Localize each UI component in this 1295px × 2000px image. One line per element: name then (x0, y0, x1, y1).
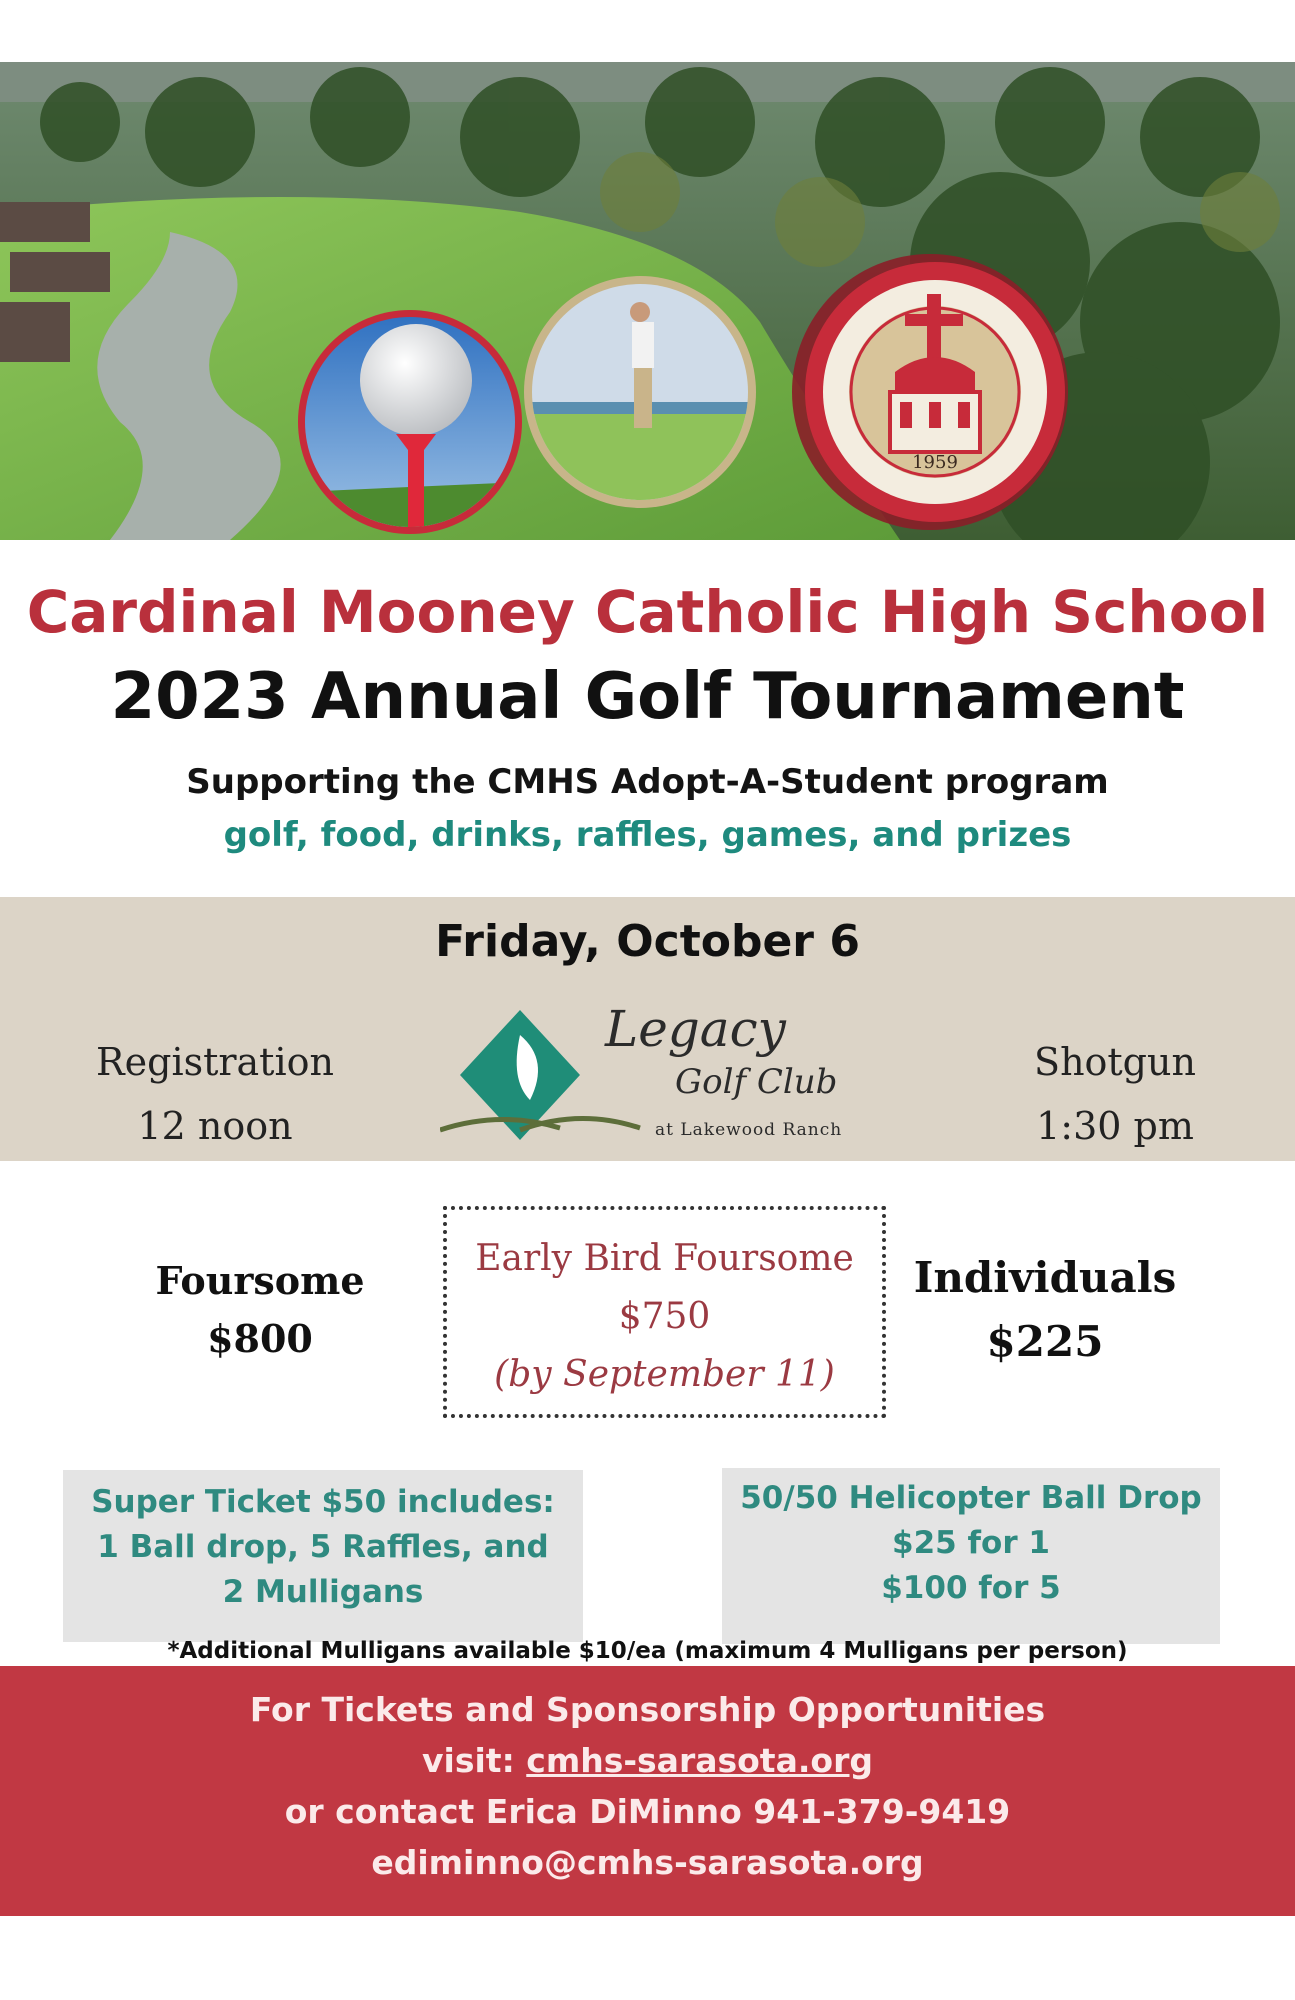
seal-year: 1959 (912, 452, 958, 473)
foursome-label: Foursome (155, 1258, 365, 1303)
individual-price: $225 (986, 1317, 1104, 1366)
event-title: 2023 Annual Golf Tournament (110, 660, 1185, 734)
individual-price-block (900, 1246, 1190, 1374)
ball-drop-line2: $25 for 1 (892, 1525, 1050, 1561)
footer-visit-line (0, 1735, 1295, 1786)
ball-drop-line3: $100 for 5 (881, 1570, 1061, 1606)
registration-time: 12 noon (137, 1104, 293, 1148)
registration-block (80, 1030, 350, 1158)
foursome-price-block (130, 1252, 390, 1368)
activities-line: golf, food, drinks, raffles, games, and prizes (223, 815, 1072, 855)
super-ticket-box (63, 1470, 583, 1642)
event-date: Friday, October 6 (435, 916, 860, 967)
contact-footer (0, 1666, 1295, 1916)
early-bird-label: Early Bird Foursome (475, 1238, 854, 1279)
shotgun-block (1000, 1030, 1230, 1158)
ball-drop-box (722, 1468, 1220, 1644)
super-ticket-line1: Super Ticket $50 includes: (91, 1484, 555, 1520)
mulligan-note: *Additional Mulligans available $10/ea (maximum 4 Mulligans per person) (167, 1638, 1128, 1664)
early-bird-box (443, 1206, 886, 1418)
registration-label: Registration (96, 1040, 334, 1084)
early-bird-deadline: (by September 11) (494, 1354, 835, 1395)
individual-label: Individuals (913, 1253, 1177, 1302)
super-ticket-line3: 2 Mulligans (222, 1574, 424, 1610)
supporting-line: Supporting the CMHS Adopt-A-Student program (186, 762, 1109, 802)
early-bird-price: $750 (618, 1296, 711, 1337)
website-link[interactable]: cmhs-sarasota.org (526, 1741, 873, 1780)
email-link[interactable]: ediminno@cmhs-sarasota.org (371, 1843, 924, 1882)
logo-location: at Lakewood Ranch (655, 1120, 843, 1140)
logo-sub: Golf Club (675, 1062, 838, 1102)
footer-heading: For Tickets and Sponsorship Opportunities (249, 1690, 1046, 1729)
logo-name: Legacy (605, 1000, 786, 1058)
footer-contact: or contact Erica DiMinno 941-379-9419 (284, 1792, 1011, 1831)
visit-prefix: visit: (422, 1741, 527, 1780)
super-ticket-line2: 1 Ball drop, 5 Raffles, and (97, 1529, 549, 1565)
legacy-golf-club-logo (440, 1000, 870, 1150)
school-name: Cardinal Mooney Catholic High School (26, 578, 1269, 646)
hero-photo (0, 62, 1295, 540)
shotgun-label: Shotgun (1034, 1040, 1196, 1084)
foursome-price: $800 (207, 1316, 313, 1361)
shotgun-time: 1:30 pm (1036, 1104, 1194, 1148)
golf-course-aerial-image (0, 62, 1295, 540)
ball-drop-line1: 50/50 Helicopter Ball Drop (740, 1480, 1202, 1516)
